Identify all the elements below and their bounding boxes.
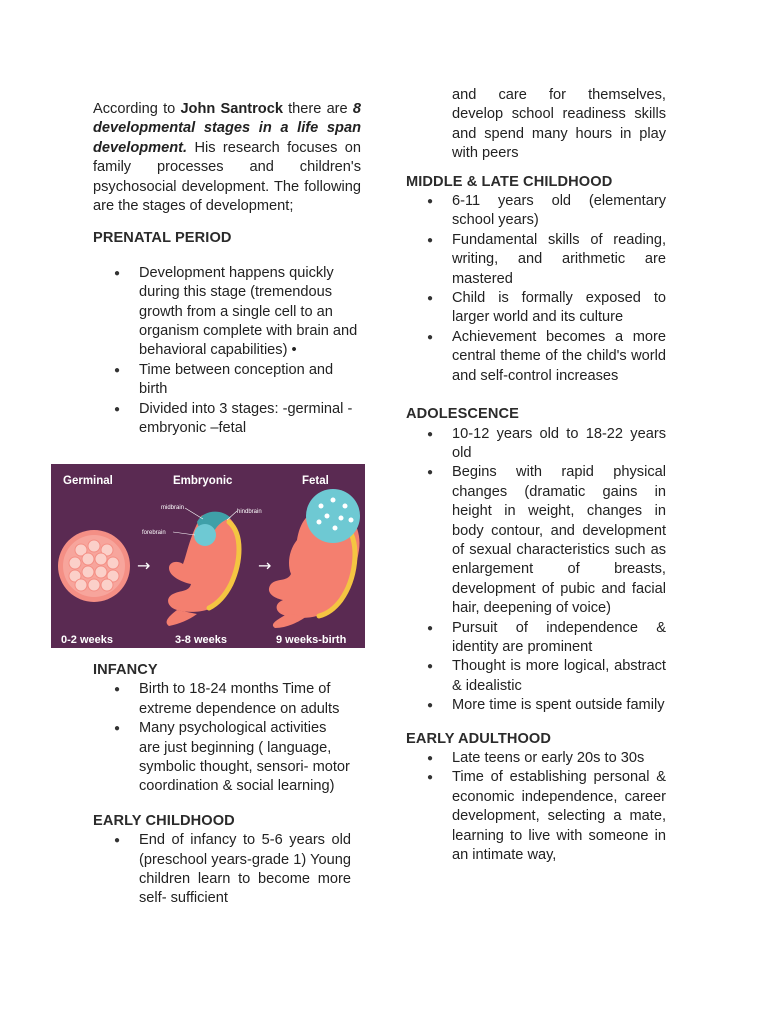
embryonic-title: Embryonic: [173, 475, 233, 487]
right-column: [406, 86, 666, 865]
early-adulthood-list: [406, 749, 666, 865]
list-item: ● End of infancy to 5-6 years old (preschool years-grade 1) Young children learn to become more self- sufficient: [93, 831, 351, 909]
adolescence-list: [406, 425, 666, 716]
left-column-lower: [93, 661, 351, 909]
embryonic-weeks: 3-8 weeks: [175, 634, 227, 646]
hindbrain-label: hindbrain: [237, 509, 262, 515]
germinal-weeks: 0-2 weeks: [61, 634, 113, 646]
germinal-title: Germinal: [63, 475, 113, 487]
left-column: [93, 100, 361, 439]
intro-text-1: According to: [93, 101, 181, 117]
forebrain-label: forebrain: [142, 530, 166, 536]
list-item: ● More time is spent outside family: [406, 696, 666, 715]
midbrain-label: midbrain: [161, 505, 185, 511]
stages-emphasis: 8 developmental stages in a life span development.: [93, 101, 361, 156]
fetal-title: Fetal: [302, 475, 329, 487]
infancy-list: [93, 680, 351, 796]
early-childhood-continued: and care for themselves, develop school readiness skills and spend many hours in play with peers: [452, 87, 666, 162]
list-item: ● Many psychological activities are just beginning ( language, symbolic thought, sensori- motor coordination & social learning): [93, 719, 351, 797]
list-item: ● Achievement becomes a more central theme of the child's world and self-control increases: [406, 328, 666, 386]
arrow-icon: →: [137, 556, 151, 575]
list-item: ● Development happens quickly during this stage (tremendous growth from a single cell to an organism complete with brain and behavioral capabilities) •: [93, 264, 361, 361]
prenatal-list: [93, 264, 361, 439]
prenatal-stages-figure: [51, 464, 365, 648]
intro-text-2: there are: [282, 101, 353, 117]
list-item: ● Birth to 18-24 months Time of extreme dependence on adults: [93, 680, 351, 719]
middle-childhood-list: [406, 192, 666, 386]
intro-text-3: His research focuses on family processes and children's psychosocial development. The following are the stages of development;: [93, 139, 361, 215]
list-item: ● Pursuit of independence & identity are prominent: [406, 619, 666, 658]
prenatal-heading: PRENATAL PERIOD: [93, 230, 232, 247]
germinal-cell-illustration: [58, 530, 130, 602]
list-item: ● Fundamental skills of reading, writing, and arithmetic are mastered: [406, 231, 666, 289]
list-item: ● 6-11 years old (elementary school years): [406, 192, 666, 231]
list-item: ● Time of establishing personal & economic independence, career development, selecting a mate, learning to live with someone in an intimate way,: [406, 768, 666, 865]
arrow-icon: →: [258, 556, 272, 575]
list-item: ● Divided into 3 stages: -germinal -embryonic –fetal: [93, 400, 361, 439]
fetal-weeks: 9 weeks-birth: [276, 634, 347, 646]
prenatal-illustration: [51, 464, 365, 648]
early-childhood-list: [93, 831, 351, 909]
infancy-heading: INFANCY: [93, 662, 158, 678]
intro-paragraph: [93, 100, 361, 216]
list-item: ● 10-12 years old to 18-22 years old: [406, 425, 666, 464]
list-item: ● Thought is more logical, abstract & idealistic: [406, 657, 666, 696]
embryo-illustration: [142, 505, 262, 626]
early-childhood-heading: EARLY CHILDHOOD: [93, 812, 235, 829]
adolescence-heading: ADOLESCENCE: [406, 406, 519, 423]
list-item: ● Late teens or early 20s to 30s: [406, 749, 666, 768]
middle-childhood-heading: MIDDLE & LATE CHILDHOOD: [406, 173, 613, 190]
list-item: ● Child is formally exposed to larger world and its culture: [406, 289, 666, 328]
fetus-illustration: [269, 489, 360, 628]
list-item: ● Begins with rapid physical changes (dramatic gains in height in weight, changes in body contour, and development of sexual characteristics such as enlargement of breasts, development of pubic and facial hair, deepening of voice): [406, 463, 666, 618]
author-name: John Santrock: [180, 101, 283, 117]
list-item: ● Time between conception and birth: [93, 361, 361, 400]
early-adulthood-heading: EARLY ADULTHOOD: [406, 730, 552, 747]
